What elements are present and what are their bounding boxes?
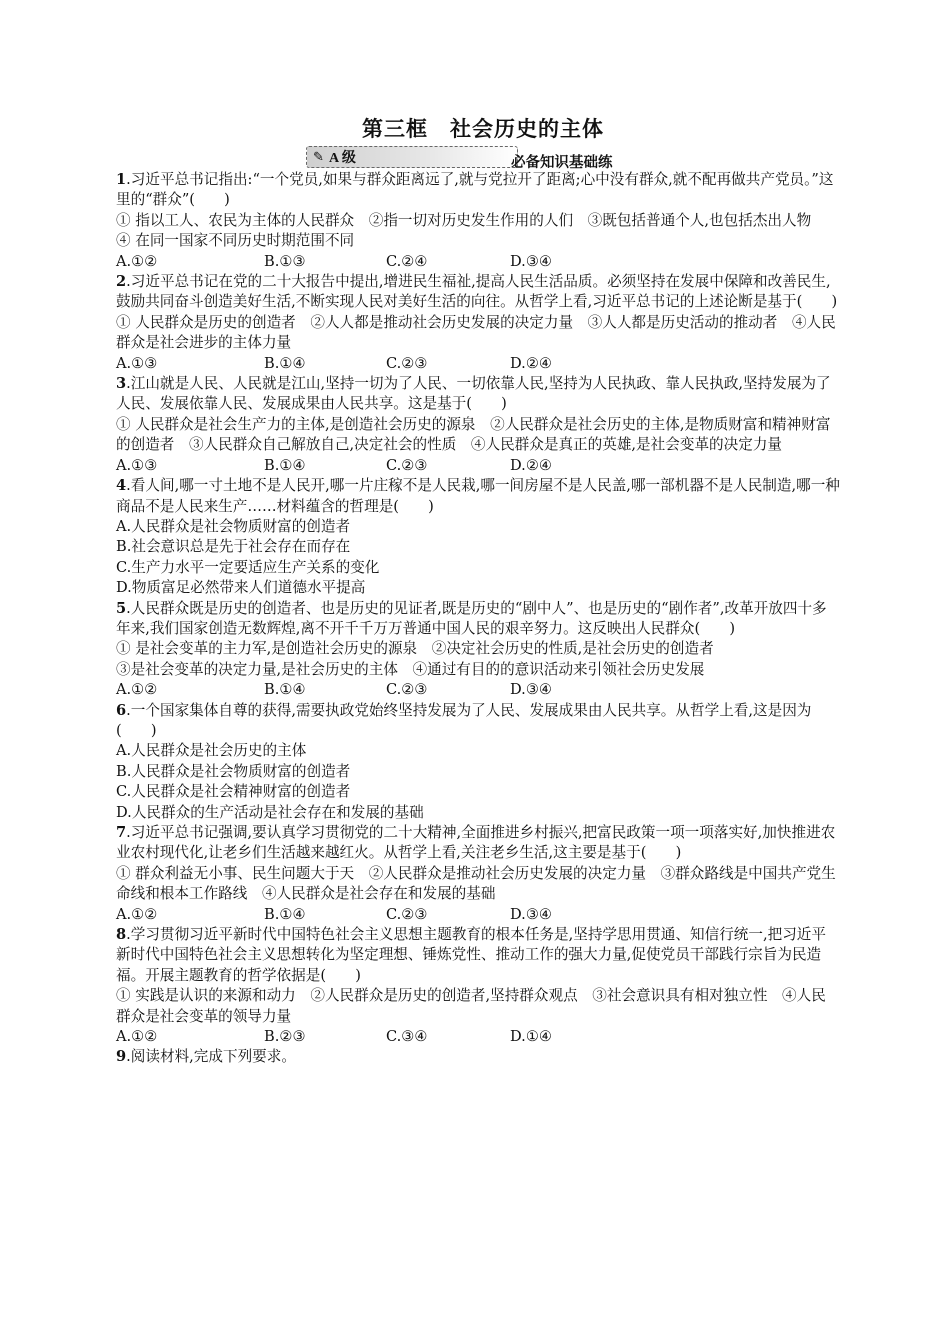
question-number: 8 [116, 926, 127, 944]
question-statement: D.人民群众的生产活动是社会存在和发展的基础 [116, 803, 424, 821]
question-number: 7 [116, 824, 127, 841]
answer-option: D.③④ [510, 252, 552, 270]
question-statement: ① 群众利益无小事、民生问题大于天 ②人民群众是推动社会历史发展的决定力量 ③群众路线是中国共产党生命线和根本工作路线 ④人民群众是社会存在和发展的基础 [116, 864, 836, 903]
answer-option: A.①② [116, 681, 158, 699]
level-tag [306, 146, 518, 168]
section-label: 必备知识基础练 [511, 155, 613, 171]
answer-option: D.②④ [510, 354, 552, 372]
question-number: 4 [116, 477, 127, 495]
question-statement: ① 实践是认识的来源和动力 ②人民群众是历史的创造者,坚持群众观点 ③社会意识具有相对独立性 ④人民群众是社会变革的领导力量 [116, 987, 826, 1025]
question-statement: ④ 在同一国家不同历史时期范围不同 [116, 232, 355, 250]
answer-option: D.②④ [510, 456, 552, 474]
answer-option: C.②③ [386, 905, 428, 923]
answer-option: A.①② [116, 1028, 158, 1046]
worksheet-page [116, 114, 840, 1068]
question-statement: ③是社会变革的决定力量,是社会历史的主体 ④通过有目的的意识活动来引领社会历史发展 [116, 660, 705, 678]
answer-option: D.③④ [510, 681, 552, 699]
question-text: .阅读材料,完成下列要求。 [126, 1048, 296, 1066]
question-text: .一个国家集体自尊的获得,需要执政党始终坚持发展为了人民、发展成果由人民共享。从哲学上看,这是因为( ) [116, 701, 812, 739]
question-text: .人民群众既是历史的创造者、也是历史的见证者,既是历史的“剧中人”、也是历史的“剧作者”,改革开放四十多年来,我们国家创造无数辉煌,离不开千千万万普通中国人民的艰辛努力。这反映出人民群众( ) [116, 599, 827, 637]
question-statement: C.生产力水平一定要适应生产关系的变化 [116, 558, 380, 576]
question-text: .江山就是人民、人民就是江山,坚持一切为了人民、一切依靠人民,坚持为人民执政、靠人民执政,坚持发展为了人民、发展依靠人民、发展成果由人民共享。这是基于( ) [116, 375, 831, 413]
question-2 [116, 272, 840, 374]
question-text: .习近平总书记在党的二十大报告中提出,增进民生福祉,提高人民生活品质。必须坚持在发展中保障和改善民生,鼓励共同奋斗创造美好生活,不断实现人民对美好生活的向往。从哲学上看,习近平总书记的上述论断是基于( ) [116, 273, 838, 311]
answer-option: B.①③ [264, 252, 306, 270]
question-stem [116, 170, 840, 211]
answer-option: B.①④ [264, 456, 306, 474]
answer-options [116, 252, 840, 272]
question-number: 9 [116, 1048, 127, 1066]
question-statement: ① 人民群众是历史的创造者 ②人人都是推动社会历史发展的决定力量 ③人人都是历史活动的推动者 ④人民群众是社会进步的主体力量 [116, 313, 836, 352]
answer-option: C.②③ [386, 456, 428, 474]
pencil-icon: ✎ [313, 150, 324, 165]
answer-options [116, 680, 840, 700]
level-label: A 级 [329, 151, 356, 166]
question-statement: ① 是社会变革的主力军,是创造社会历史的源泉 ②决定社会历史的性质,是社会历史的创造者 [116, 640, 714, 658]
question-stem [116, 476, 840, 517]
answer-options [116, 1027, 840, 1047]
question-statement: A.人民群众是社会物质财富的创造者 [116, 517, 351, 535]
question-stem [116, 823, 840, 864]
question-text: .学习贯彻习近平新时代中国特色社会主义思想主题教育的根本任务是,坚持学思用贯通、知信行统一,把习近平新时代中国特色社会主义思想转化为坚定理想、锤炼党性、推动工作的强大力量,促使党员干部践行宗旨为民造福。开展主题教育的哲学依据是( ) [116, 926, 826, 984]
question-3 [116, 374, 840, 476]
question-statement: ① 人民群众是社会生产力的主体,是创造社会历史的源泉 ②人民群众是社会历史的主体,是物质财富和精神财富的创造者 ③人民群众自己解放自己,决定社会的性质 ④人民群众是真正的英雄,是社会变革的决定力量 [116, 415, 831, 454]
question-text: .看人间,哪一寸土地不是人民开,哪一片庄稼不是人民栽,哪一间房屋不是人民盖,哪一部机器不是人民制造,哪一种商品不是人民来生产……材料蕴含的哲理是( ) [116, 477, 840, 515]
question-number: 1 [116, 171, 127, 188]
answer-option: C.②③ [386, 681, 428, 699]
question-8 [116, 925, 840, 1047]
answer-option: A.①② [116, 252, 158, 270]
question-5 [116, 599, 840, 701]
question-statement: B.社会意识总是先于社会存在而存在 [116, 538, 351, 556]
question-number: 3 [116, 375, 127, 393]
question-number: 5 [116, 599, 127, 617]
question-statement: D.物质富足必然带来人们道德水平提高 [116, 579, 366, 597]
question-number: 2 [116, 273, 127, 291]
question-stem [116, 374, 840, 415]
answer-option: B.①④ [264, 905, 306, 923]
answer-option: D.①④ [510, 1028, 552, 1046]
question-statement: ① 指以工人、农民为主体的人民群众 ②指一切对历史发生作用的人们 ③既包括普通个人,也包括杰出人物 [116, 211, 812, 229]
question-stem [116, 272, 840, 313]
question-stem [116, 599, 840, 640]
answer-options [116, 456, 840, 476]
question-stem [116, 1047, 840, 1067]
answer-option: B.①④ [264, 354, 306, 372]
answer-option: B.②③ [264, 1028, 306, 1046]
question-4 [116, 476, 840, 598]
question-statement: B.人民群众是社会物质财富的创造者 [116, 762, 351, 780]
answer-option: C.②④ [386, 252, 428, 270]
answer-options [116, 354, 840, 374]
answer-option: B.①④ [264, 681, 306, 699]
question-stem [116, 925, 840, 986]
level-banner [116, 146, 840, 170]
question-statement: A.人民群众是社会历史的主体 [116, 742, 307, 760]
question-text: .习近平总书记指出:“一个党员,如果与群众距离远了,就与党拉开了距离;心中没有群众,就不配再做共产党员。”这里的“群众”( ) [116, 171, 834, 209]
question-1 [116, 170, 840, 272]
question-text: .习近平总书记强调,要认真学习贯彻党的二十大精神,全面推进乡村振兴,把富民政策一项一项落实好,加快推进农业农村现代化,让老乡们生活越来越红火。从哲学上看,关注老乡生活,这主要是基于( ) [116, 824, 836, 862]
answer-options [116, 905, 840, 925]
question-statement: C.人民群众是社会精神财富的创造者 [116, 783, 351, 801]
page-title: 第三框 社会历史的主体 [362, 117, 604, 141]
answer-option: A.①③ [116, 456, 158, 474]
answer-option: A.①② [116, 905, 158, 923]
question-list [116, 170, 840, 1068]
answer-option: A.①③ [116, 354, 158, 372]
answer-option: C.②③ [386, 354, 428, 372]
question-7 [116, 823, 840, 925]
question-6 [116, 701, 840, 823]
question-9 [116, 1047, 840, 1067]
answer-option: C.③④ [386, 1028, 428, 1046]
question-stem [116, 701, 840, 742]
answer-option: D.③④ [510, 905, 552, 923]
question-number: 6 [116, 701, 127, 719]
